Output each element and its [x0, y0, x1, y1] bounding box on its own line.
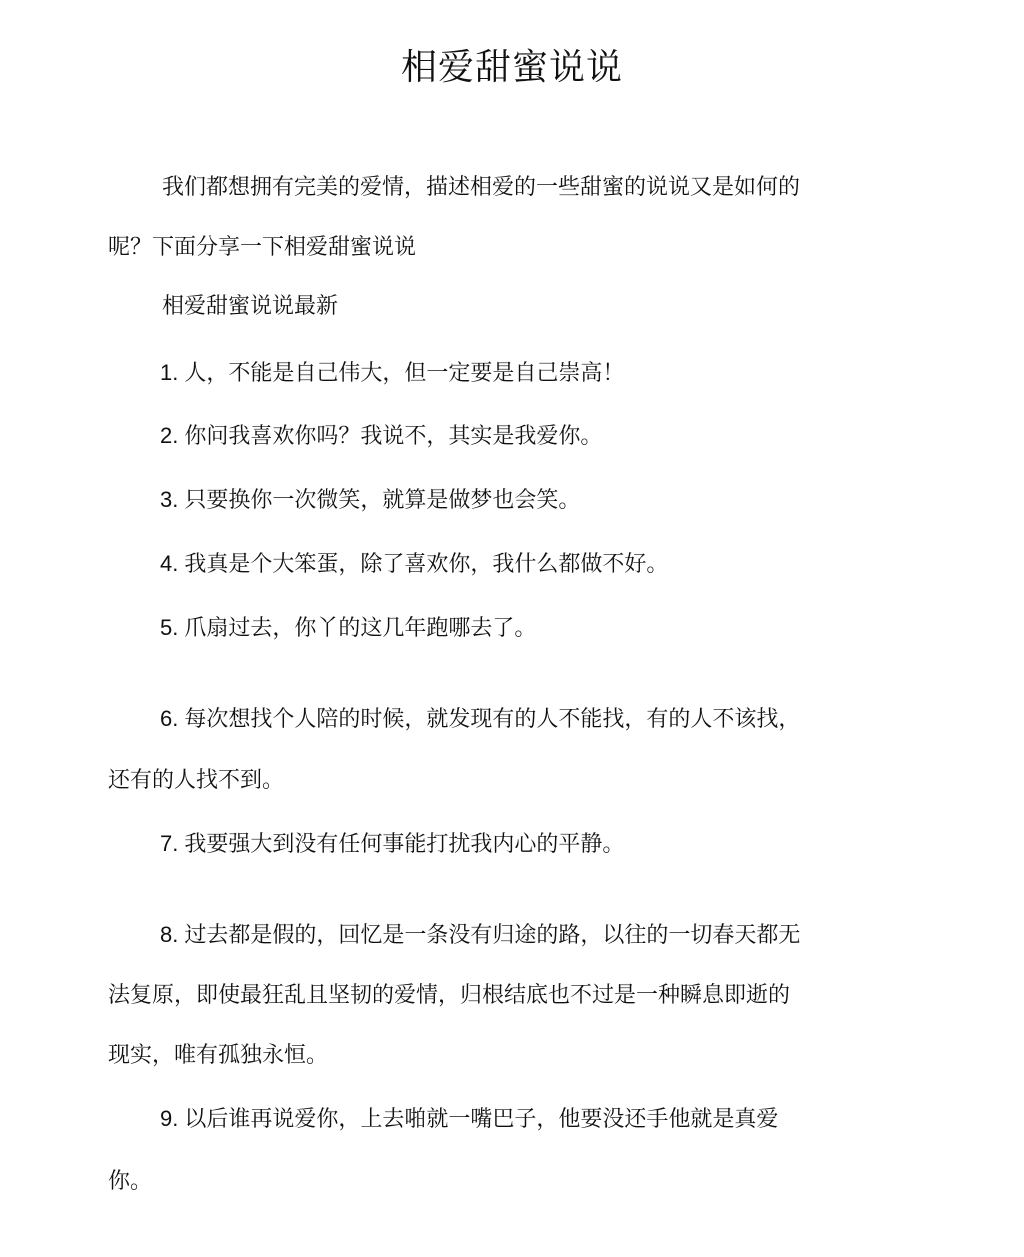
item-continuation: 你。 [108, 1169, 153, 1194]
item-text: 我真是个大笨蛋，除了喜欢你，我什么都做不好。 [184, 552, 669, 577]
section-subtitle: 相爱甜蜜说说最新 [162, 294, 339, 319]
list-item [160, 358, 624, 389]
item-number: 4. [160, 551, 179, 576]
intro-line-1: 我们都想拥有完美的爱情，描述相爱的一些甜蜜的说说又是如何的 [162, 175, 801, 200]
item-number: 3. [160, 487, 179, 512]
list-item [160, 1104, 778, 1135]
item-continuation: 现实，唯有孤独永恒。 [108, 1043, 329, 1068]
item-number: 1. [160, 360, 179, 385]
list-item [160, 920, 800, 951]
item-text: 过去都是假的，回忆是一条没有归途的路，以往的一切春天都无 [184, 923, 801, 948]
item-number: 6. [160, 706, 179, 731]
item-text: 只要换你一次微笑，就算是做梦也会笑。 [184, 488, 581, 513]
item-number: 2. [160, 423, 179, 448]
list-item [160, 421, 602, 452]
item-continuation: 还有的人找不到。 [108, 768, 285, 793]
list-item [160, 704, 800, 735]
page-title: 相爱甜蜜说说 [400, 47, 623, 88]
item-text: 以后谁再说爱你，上去啪就一嘴巴子，他要没还手他就是真爱 [184, 1107, 779, 1132]
item-number: 8. [160, 922, 179, 947]
list-item [160, 549, 668, 580]
list-item [160, 485, 580, 516]
item-text: 每次想找个人陪的时候，就发现有的人不能找，有的人不该找， [184, 707, 801, 732]
list-item [160, 613, 536, 644]
item-text: 你问我喜欢你吗？我说不，其实是我爱你。 [184, 424, 603, 449]
item-text: 爪扇过去，你丫的这几年跑哪去了。 [184, 616, 537, 641]
intro-line-2: 呢？下面分享一下相爱甜蜜说说 [108, 235, 417, 260]
item-number: 7. [160, 831, 179, 856]
item-number: 9. [160, 1106, 179, 1131]
item-continuation: 法复原，即使最狂乱且坚韧的爱情，归根结底也不过是一种瞬息即逝的 [108, 983, 791, 1008]
item-text: 人，不能是自己伟大，但一定要是自己崇高！ [184, 361, 625, 386]
item-number: 5. [160, 615, 179, 640]
item-text: 我要强大到没有任何事能打扰我内心的平静。 [184, 832, 625, 857]
list-item [160, 829, 624, 860]
